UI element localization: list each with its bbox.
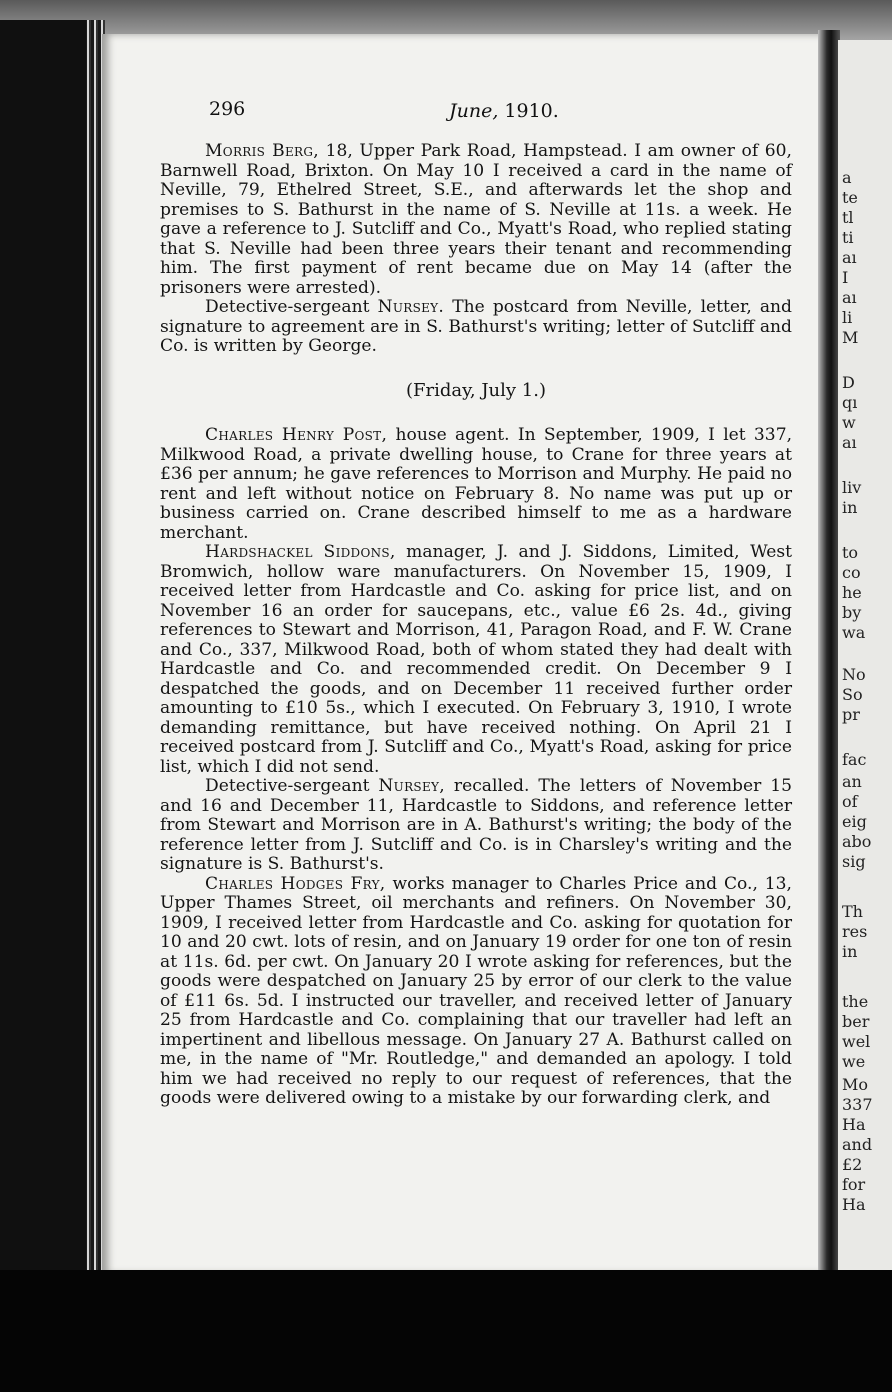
next-page-fragment: to <box>842 543 859 562</box>
paragraph-siddons <box>160 543 792 777</box>
next-page-fragment: 337 <box>842 1095 873 1114</box>
next-page-fragment: by <box>842 603 862 622</box>
witness-name: Hardshackel Siddons, <box>205 542 396 562</box>
next-page-fragment: liv <box>842 478 862 497</box>
next-page-fragment: qı <box>842 393 858 412</box>
next-page-fragment: pr <box>842 705 860 724</box>
page-body <box>160 142 792 1109</box>
next-page-fragment: for <box>842 1175 866 1194</box>
paragraph-fry <box>160 875 792 1109</box>
next-page-fragment: te <box>842 188 858 207</box>
paragraph-prefix: Detective-sergeant <box>205 297 378 317</box>
next-page-fragment: £2 <box>842 1155 863 1174</box>
next-page-fragment: Ha <box>842 1115 866 1134</box>
paragraph-nursey <box>160 298 792 357</box>
bottom-shadow <box>0 1270 892 1392</box>
next-page-fragment: he <box>842 583 862 602</box>
next-page-fragment: res <box>842 922 868 941</box>
paragraph-prefix: Detective-sergeant <box>205 776 379 796</box>
next-page-fragment: we <box>842 1052 866 1071</box>
next-page-fragment: tl <box>842 208 854 227</box>
paragraph-text: house agent. In September, 1909, I let 337, Milkwood Road, a private dwelling house, to Crane for three years at £36 per annum; he gave references to Morrison and Murphy. He paid no rent and left without notice on February 8. No name was put up or business carried on. Crane described himself to me as a hardware merchant. <box>160 425 792 543</box>
next-page-fragment: eig <box>842 812 867 831</box>
next-page-fragment: abo <box>842 832 872 851</box>
next-page-fragment: in <box>842 942 858 961</box>
next-page-fragment: an <box>842 772 862 791</box>
next-page-fragment: aı <box>842 248 857 267</box>
next-page-fragment: w <box>842 413 856 432</box>
paragraph-berg <box>160 142 792 298</box>
next-page-fragment: D <box>842 373 855 392</box>
witness-name: Nursey, <box>378 776 445 796</box>
next-page-fragment: and <box>842 1135 873 1154</box>
paragraph-text: The postcard from Neville, letter, and signature to agreement are in S. Bathurst's writing; letter of Sutcliff and Co. is written by George. <box>160 297 792 356</box>
next-page-fragment: I <box>842 268 849 287</box>
witness-name: Morris Berg, <box>205 141 319 161</box>
next-page-fragment: of <box>842 792 858 811</box>
next-page-fragment: a <box>842 168 852 187</box>
next-page-fragment: ti <box>842 228 854 247</box>
paragraph-text: works manager to Charles Price and Co., 13, Upper Thames Street, oil merchants and refiners. On November 30, 1909, I received letter from Hardcastle and Co. asking for quotation for 10 and 20 cwt. lots of resin, and on January 19 order for one ton of resin at 11s. 6d. per cwt. On January 20 I wrote asking for references, but the goods were despatched on January 25 by error of our clerk to the value of £11 6s. 5d. I instructed our traveller, and received letter of January 25 from Hardcastle and Co. complaining that our traveller had left an impertinent and libellous message. On January 27 A. Bathurst called on me, in the name of "Mr. Routledge," and demanded an apology. I told him we had received no reply to our request of references, that the goods were delivered owing to a mistake by our forwarding clerk, and <box>160 873 792 1108</box>
next-page-fragment: aı <box>842 288 857 307</box>
next-page-fragment: aı <box>842 433 857 452</box>
next-page-fragment: Th <box>842 902 863 921</box>
next-page-fragment: in <box>842 498 858 517</box>
next-page-fragment: li <box>842 308 853 327</box>
running-head-month: June, <box>449 100 499 122</box>
paragraph-text: manager, J. and J. Siddons, Limited, West Bromwich, hollow ware manufacturers. On November 15, 1909, I received letter from Hardcastle and Co. asking for price list, and on November 16 an order for saucepans, etc., value £6 2s. 4d., giving references to Stewart and Morrison, 41, Paragon Road, and F. W. Crane and Co., 337, Milkwood Road, both of whom stated they had dealt with Hardcastle and Co. and recommended credit. On December 9 I despatched the goods, and on December 11 received further order amounting to £10 5s., which I executed. On February 3, 1910, I wrote demanding remittance, but have received nothing. On April 21 I received postcard from J. Sutcliff and Co., Myatt's Road, asking for price list, which I did not send. <box>160 542 792 777</box>
running-head <box>449 100 559 122</box>
paragraph-post <box>160 426 792 543</box>
running-head-year: 1910. <box>504 100 559 122</box>
paragraph-nursey-recalled <box>160 777 792 875</box>
page-header <box>209 98 789 128</box>
paragraph-text: recalled. The letters of November 15 and 16 and December 11, Hardcastle to Siddons, and reference letter from Stewart and Morrison are in A. Bathurst's writing; the body of the reference letter from J. Sutcliff and Co. is in Charsley's writing and the signature is S. Bathurst's. <box>160 776 792 874</box>
book-cover-edge <box>0 20 86 1270</box>
section-heading: (Friday, July 1.) <box>405 379 546 401</box>
next-page-fragment: co <box>842 563 861 582</box>
next-page-fragment: So <box>842 685 863 704</box>
next-page-fragment: Ha <box>842 1195 866 1214</box>
next-page-fragment: wel <box>842 1032 871 1051</box>
next-page-fragment: M <box>842 328 859 347</box>
witness-name: Charles Henry Post, <box>205 425 388 445</box>
next-page-fragment: the <box>842 992 869 1011</box>
page-number: 296 <box>209 98 246 120</box>
witness-name: Nursey. <box>377 297 445 317</box>
next-page-fragment: ber <box>842 1012 870 1031</box>
next-page-fragment: Mo <box>842 1075 869 1094</box>
paragraph-text: 18, Upper Park Road, Hampstead. I am owner of 60, Barnwell Road, Brixton. On May 10 I received a card in the name of Neville, 79, Ethelred Street, S.E., and afterwards let the shop and premises to S. Bathurst in the name of S. Neville at 11s. a week. He gave a reference to J. Sutcliff and Co., Myatt's Road, who replied stating that S. Neville had been three years their tenant and recommending him. The first payment of rent became due on May 14 (after the prisoners were arrested). <box>160 141 792 298</box>
book-gutter <box>818 30 840 1270</box>
next-page-fragment: sig <box>842 852 866 871</box>
next-page-fragment: No <box>842 665 866 684</box>
witness-name: Charles Hodges Fry, <box>205 873 386 894</box>
next-page-fragment: wa <box>842 623 866 642</box>
next-page-fragment: fac <box>842 750 867 769</box>
